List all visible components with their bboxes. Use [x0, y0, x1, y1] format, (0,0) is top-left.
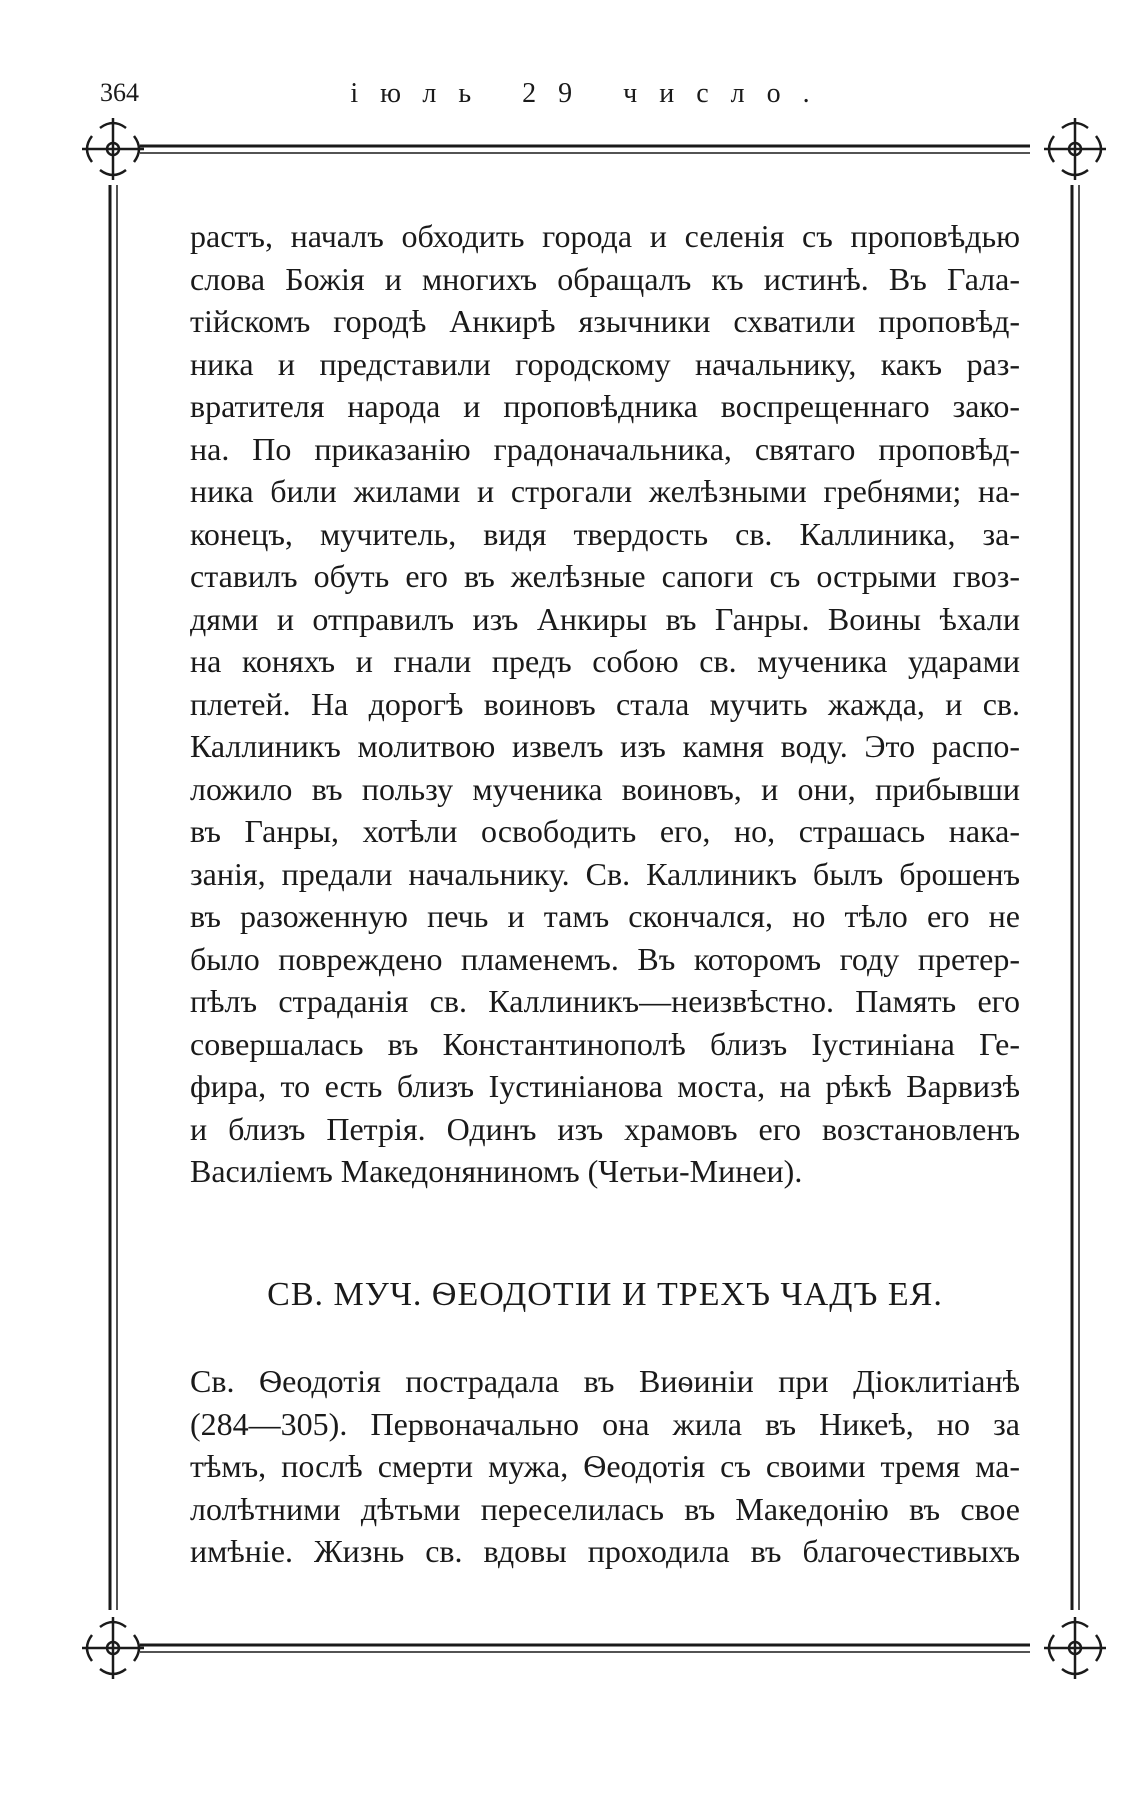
text-line: пѣлъ страданія св. Каллиникъ—неизвѣстно. Память его — [190, 983, 1020, 1019]
corner-ornament-bottom-left — [82, 1617, 144, 1679]
text-line: на коняхъ и гнали предъ собою св. мученика ударами — [190, 643, 1020, 679]
text-line: и близъ Петрія. Одинъ изъ храмовъ его возстановленъ — [190, 1110, 1020, 1147]
text-line: совершалась въ Константинополѣ близъ Іустиніана Ге- — [190, 1025, 1020, 1062]
text-line: въ разоженную печь и тамъ скончался, но тѣло его не — [190, 898, 1020, 934]
text-line: Каллиникъ молитвою извелъ изъ камня воду. Это распо- — [190, 728, 1020, 764]
text-line: фира, то есть близъ Іустиніанова моста, на рѣкѣ Варвизѣ — [190, 1068, 1020, 1104]
text-line: ника били жилами и строгали желѣзными гребнями; на- — [190, 473, 1020, 509]
text-line: дями и отправилъ изъ Анкиры въ Ганры. Воины ѣхали — [190, 600, 1020, 637]
text-line: Св. Ѳеодотія пострадала въ Виѳиніи при Діоклитіанѣ — [190, 1363, 1020, 1399]
text-line: ника и представили городскому начальнику, какъ раз- — [190, 345, 1020, 382]
text-line: тѣмъ, послѣ смерти мужа, Ѳеодотія съ своими тремя ма- — [190, 1448, 1020, 1484]
text-line: занія, предали начальнику. Св. Каллиникъ былъ брошенъ — [190, 855, 1020, 892]
corner-ornament-top-right — [1044, 118, 1106, 180]
text-line: лолѣтними дѣтьми переселилась въ Македонію въ свое — [190, 1490, 1020, 1527]
corner-ornament-top-left — [82, 118, 144, 180]
text-line: имѣніе. Жизнь св. вдовы проходила въ благочестивыхъ — [190, 1533, 1020, 1569]
text-line: на. По приказанію градоначальника, святаго проповѣд- — [190, 430, 1020, 467]
text-line: плетей. На дорогѣ воиновъ стала мучить жажда, и св. — [190, 685, 1020, 722]
text-line: вратителя народа и проповѣдника воспрещеннаго зако- — [190, 388, 1020, 424]
text-line: ставилъ обуть его въ желѣзные сапоги съ острыми гвоз- — [190, 558, 1020, 594]
page-number: 364 — [100, 78, 139, 107]
text-line: тійскомъ городѣ Анкирѣ язычники схватили проповѣд- — [190, 303, 1020, 339]
section-text — [190, 1360, 1020, 1573]
running-title: іюль 29 число. — [350, 78, 832, 109]
text-line: конецъ, мучитель, видя твердость св. Каллиника, за- — [190, 515, 1020, 552]
text-line: (284—305). Первоначально она жила въ Никеѣ, но за — [190, 1405, 1020, 1442]
text-line: въ Ганры, хотѣли освободить его, но, страшась нака- — [190, 813, 1020, 849]
body-text — [190, 215, 1020, 1193]
section-title: СВ. МУЧ. ѲЕОДОТІИ И ТРЕХЪ ЧАДЪ ЕЯ. — [267, 1276, 943, 1313]
text-line: растъ, началъ обходить города и селенія съ проповѣдью — [190, 218, 1020, 254]
text-line: слова Божія и многихъ обращалъ къ истинѣ. Въ Гала- — [190, 260, 1020, 297]
text-line: ложило въ пользу мученика воиновъ, и они, прибывши — [190, 770, 1020, 807]
corner-ornament-bottom-right — [1044, 1617, 1106, 1679]
text-line: было повреждено пламенемъ. Въ которомъ году претер- — [190, 940, 1020, 977]
text-line: Василіемъ Македоняниномъ (Четьи-Минеи). — [190, 1153, 803, 1189]
